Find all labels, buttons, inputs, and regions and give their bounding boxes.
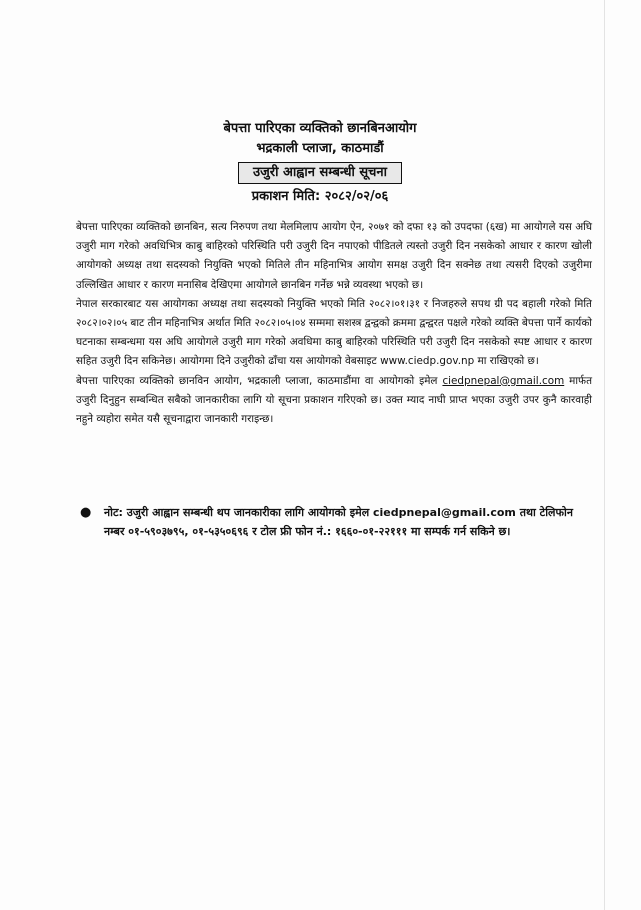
paragraph-3-rest: मार्फत उजुरी दिनुहुन सम्बन्धित सबैको जानकारीका लागि यो सूचना प्रकाशन गरिएको छ। उक्त म्याद नाघी प्राप्त भएका उजुरी उपर कुनै कारवाही नहुने व्यहोरा समेत यसै सूचनाद्वारा जानकारी गराइन्छ।	[76, 374, 592, 426]
commission-address: भद्रकाली प्लाजा, काठमाडौं	[256, 141, 384, 156]
scan-edge-line	[604, 0, 605, 910]
contact-note	[80, 503, 592, 541]
paragraph-3-intro: बेपत्ता पारिएका व्यक्तिको छानविन आयोग, भद्रकाली प्लाजा, काठमाडौंमा वा आयोगको इमेल	[76, 374, 438, 387]
paragraph-3	[76, 372, 592, 430]
publication-date: प्रकाशन मिति: २०८२/०२/०६	[251, 189, 389, 204]
notice-header	[150, 120, 490, 208]
email-link[interactable]: ciedpnepal@gmail.com	[442, 374, 565, 387]
notice-title: उजुरी आह्वान सम्बन्धी सूचना	[238, 162, 402, 184]
notice-body	[76, 218, 592, 429]
paragraph-2: नेपाल सरकारबाट यस आयोगका अध्यक्ष तथा सदस्यको नियुक्ति भएको मिति २०८२।०१।३१ र निजहरुले सपथ ग्री पद बहाली गरेको मिति २०८२।०२।०५ बाट तीन महिनाभित्र अर्थात मिति २०८२।०५।०४ सम्ममा सशस्त्र द्वन्द्वको क्रममा द्वन्द्वरत पक्षले गरेको व्यक्ति बेपत्ता पार्ने कार्यको घटनाका सम्बन्धमा यस अघि आयोगले उजुरी माग गरेको अवधिमा काबु बाहिरको परिस्थिति परी उजुरी दिन नसकेको स्पष्ट आधार र कारण सहित उजुरी दिन सकिनेछ। आयोगमा दिने उजुरीको ढाँचा यस आयोगको वेबसाइट www.ciedp.gov.np मा राखिएको छ।	[76, 297, 592, 368]
note-text: नोट: उजुरी आह्वान सम्बन्धी थप जानकारीका लागि आयोगको इमेल ciedpnepal@gmail.com तथा टेलिफोन नम्बर ०१-५९०३७९५, ०१-५३५०६९६ र टोल फ्री फोन नं.: १६६०-०१-२२१११ मा सम्पर्क गर्न सकिने छ।	[104, 506, 573, 538]
paragraph-1: बेपत्ता पारिएका व्यक्तिको छानबिन, सत्य निरुपण तथा मेलमिलाप आयोग ऐन, २०७१ को दफा १३ को उपदफा (६ख) मा आयोगले यस अघि उजुरी माग गरेको अवधिभित्र काबु बाहिरको परिस्थिति परी उजुरी दिन नपाएको पीडितले त्यस्तो उजुरी दिन नसकेको आधार र कारण खोली आयोगको अध्यक्ष तथा सदस्यको नियुक्ति भएको मितिले तीन महिनाभित्र आयोग समक्ष उजुरी दिन सक्नेछ तथा त्यसरी दिएको उजुरीमा उल्लिखित आधार र कारण मनासिब देखिएमा आयोगले छानबिन गर्नेछ भन्ने व्यवस्था भएको छ।	[76, 221, 592, 291]
bullet-icon: ●	[80, 505, 92, 520]
commission-name: बेपत्ता पारिएका व्यक्तिको छानबिनआयोग	[223, 121, 417, 136]
